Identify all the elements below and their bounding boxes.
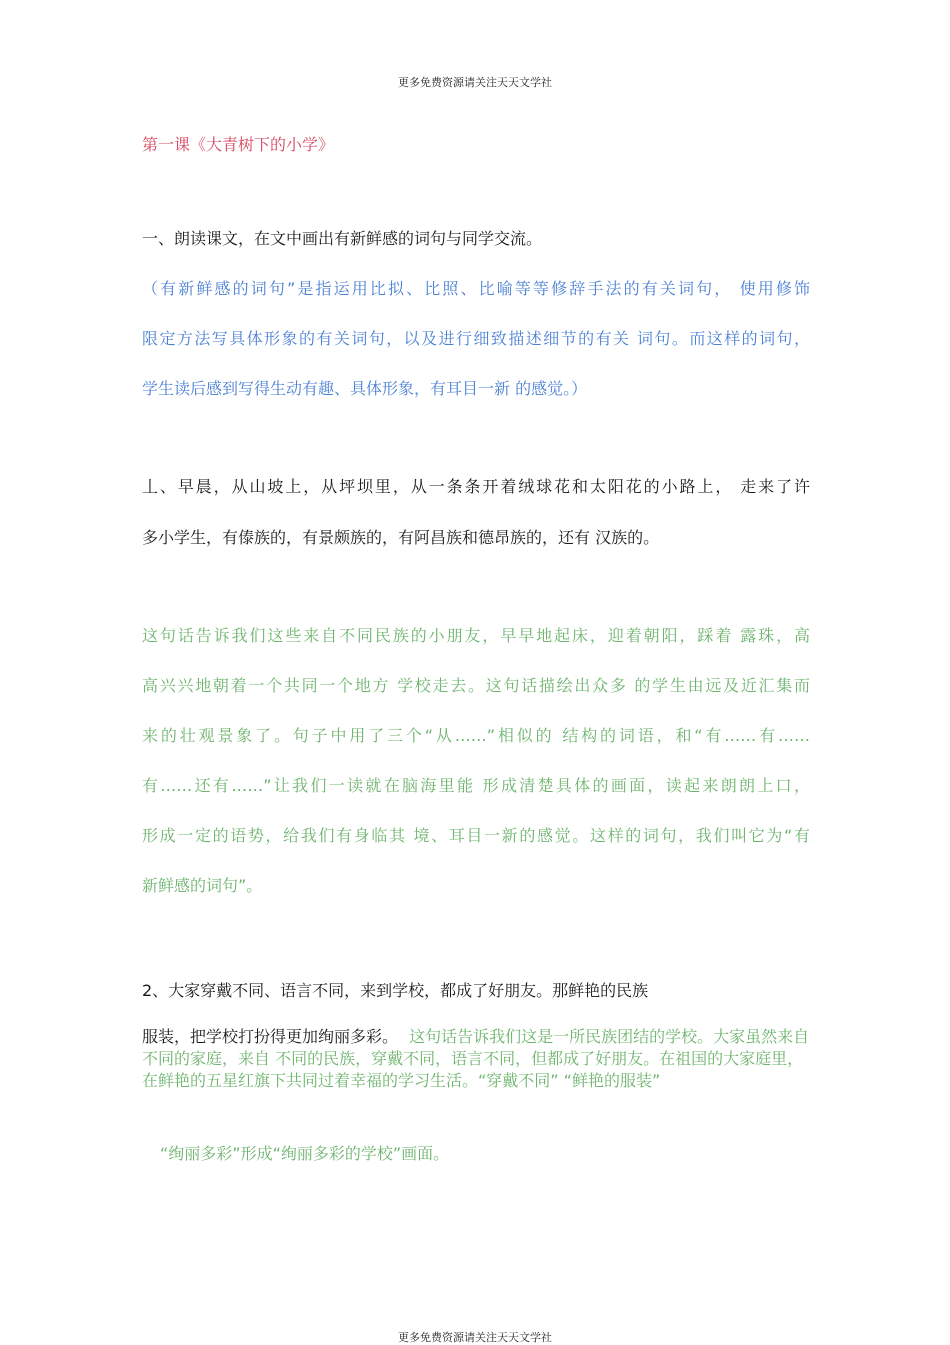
item2-sentence-line: 2、大家穿戴不同、语言不同，来到学校，都成了好朋友。那鲜艳的民族 <box>142 981 649 1000</box>
item2-paragraph <box>142 1026 810 1092</box>
item1-analysis-line: 来的壮观景象了。句子中用了三个“从……”相似的 结构的词语，和“有……有…… <box>142 726 810 745</box>
item1-analysis-line: 形成一定的语势，给我们有身临其 境、耳目一新的感觉。这样的词句，我们叫它为“有 <box>142 826 810 845</box>
item1-analysis-line: 新鲜感的词句”。 <box>142 876 263 895</box>
item2-sentence-line: 服装，把学校打扮得更加绚丽多彩。 <box>142 1027 399 1046</box>
section1-explanation-line: 限定方法写具体形象的有关词句，以及进行细致描述细节的有关 词句。而这样的词句， <box>142 329 810 348</box>
item2-conclusion: “绚丽多彩”形成“绚丽多彩的学校”画面。 <box>160 1144 450 1163</box>
item1-analysis-line: 高兴兴地朝着一个共同一个地方 学校走去。这句话描绘出众多 的学生由远及近汇集而 <box>142 676 810 695</box>
item1-analysis-line: 有……还有……”让我们一读就在脑海里能 形成清楚具体的画面，读起来朗朗上口， <box>142 776 810 795</box>
lesson-title: 第一课《大青树下的小学》 <box>142 135 335 154</box>
section1-question: 一、朗读课文，在文中画出有新鲜感的词句与同学交流。 <box>142 229 543 248</box>
page-footer: 更多免费资源请关注天天文学社 <box>398 1331 552 1344</box>
item1-sentence-line: 多小学生，有傣族的，有景颇族的，有阿昌族和德昂族的，还有 汉族的。 <box>142 528 660 547</box>
section1-explanation-line: （有新鲜感的词句”是指运用比拟、比照、比喻等等修辞手法的有关词句， 使用修饰 <box>142 279 810 298</box>
item1-sentence-line: 丄、早晨，从山坡上，从坪坝里，从一条条开着绒球花和太阳花的小路上， 走来了许 <box>142 477 810 496</box>
item2-analysis: 这句话告诉我们这是一所民族团结的学校。大家虽然来自不同的家庭，来自 不同的民族，穿戴不同，语言不同，但都成了好朋友。在祖国的大家庭里， 在鲜艳的五星红旗下共同过着幸福的学习生活。“穿戴不同” “鲜艳的服装” <box>142 1027 810 1090</box>
page-header: 更多免费资源请关注天天文学社 <box>398 76 552 89</box>
item1-analysis-line: 这句话告诉我们这些来自不同民族的小朋友，早早地起床，迎着朝阳，踩着 露珠，高 <box>142 626 810 645</box>
section1-explanation-line: 学生读后感到写得生动有趣、具体形象，有耳目一新 的感觉。） <box>142 379 588 398</box>
